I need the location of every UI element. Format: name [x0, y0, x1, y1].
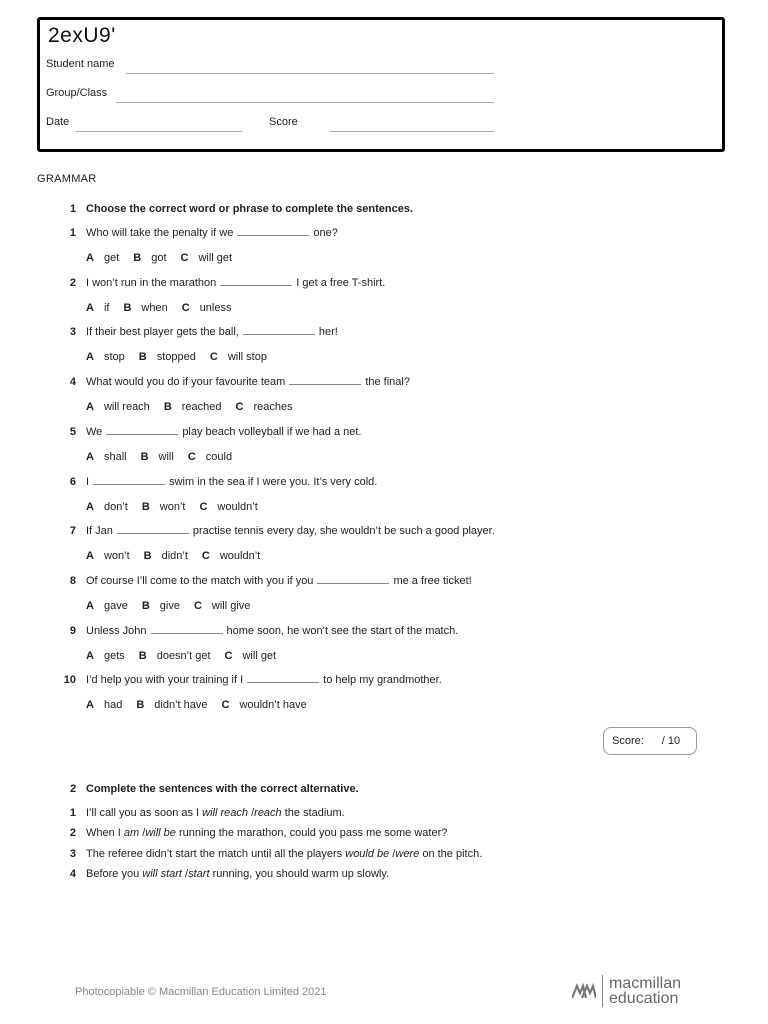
- option-letter: A: [86, 252, 94, 264]
- sentence-number: 2: [69, 827, 76, 839]
- group-class-field[interactable]: [116, 102, 494, 103]
- question-text: [86, 625, 458, 637]
- question-number: 4: [69, 376, 76, 388]
- answer-option[interactable]: [221, 699, 306, 711]
- sentence-fragment: /: [389, 848, 396, 860]
- answer-option[interactable]: [86, 501, 128, 513]
- option-text: didn’t: [161, 550, 188, 562]
- option-letter: A: [86, 351, 94, 363]
- question-text: [86, 227, 338, 239]
- question-row: [0, 476, 768, 492]
- sentence-fragment: the stadium.: [281, 807, 345, 819]
- question-row: [0, 525, 768, 541]
- question-text-before: I won’t run in the marathon: [86, 277, 217, 289]
- answer-blank[interactable]: [151, 625, 223, 634]
- option-text: will stop: [227, 351, 267, 363]
- option-text: gave: [103, 600, 128, 612]
- sentence-number: 4: [69, 868, 76, 880]
- exercise-1-instruction: Choose the correct word or phrase to complete the sentences.: [86, 203, 414, 215]
- answer-option[interactable]: [188, 451, 232, 463]
- score-field[interactable]: [330, 131, 494, 132]
- question-text-before: Of course I’ll come to the match with you if you: [86, 575, 314, 587]
- option-letter: C: [180, 252, 189, 264]
- answer-option[interactable]: [181, 252, 233, 264]
- question-text: [86, 376, 410, 388]
- score-box-total: / 10: [661, 735, 681, 747]
- answer-option[interactable]: [182, 302, 232, 314]
- answer-option[interactable]: [139, 351, 196, 363]
- alternative-option[interactable]: will reach: [202, 807, 249, 819]
- question-text-after: practise tennis every day, she wouldn’t be such a good player.: [192, 525, 495, 537]
- question-text-after: the final?: [365, 376, 410, 388]
- option-text: wouldn’t have: [239, 699, 307, 711]
- sentence-text: [86, 827, 447, 839]
- option-letter: A: [86, 501, 94, 513]
- question-text-after: me a free ticket!: [393, 575, 472, 587]
- logo-line-1: macmillan: [609, 975, 682, 992]
- answer-option[interactable]: [142, 501, 186, 513]
- question-text: [86, 277, 385, 289]
- question-number: 6: [69, 476, 76, 488]
- option-text: doesn’t get: [156, 650, 211, 662]
- option-text: stop: [103, 351, 125, 363]
- option-letter: B: [136, 699, 145, 711]
- option-text: unless: [199, 302, 232, 314]
- option-text: if: [103, 302, 110, 314]
- question-text: [86, 674, 442, 686]
- alternative-option[interactable]: will start: [142, 868, 182, 880]
- option-text: when: [141, 302, 168, 314]
- answer-option[interactable]: [225, 650, 277, 662]
- options-row: [86, 302, 245, 318]
- question-text: [86, 476, 377, 488]
- question-text: [86, 326, 338, 338]
- option-text: will reach: [103, 401, 150, 413]
- answer-option[interactable]: [86, 302, 109, 314]
- alternative-option[interactable]: were: [395, 848, 420, 860]
- option-text: won’t: [103, 550, 130, 562]
- question-number: 1: [69, 227, 76, 239]
- options-row: [86, 401, 307, 417]
- question-text: [86, 426, 361, 438]
- answer-option[interactable]: [144, 550, 188, 562]
- answer-option[interactable]: [86, 550, 130, 562]
- sentence-fragment: running, you should warm up slowly.: [209, 868, 390, 880]
- option-letter: C: [199, 501, 208, 513]
- answer-blank[interactable]: [289, 376, 361, 385]
- options-row: [86, 351, 281, 367]
- question-row: [0, 326, 768, 342]
- question-text-after: swim in the sea if I were you. It’s very cold.: [169, 476, 378, 488]
- exercise-1-score-box: [603, 727, 697, 755]
- question-text: [86, 525, 495, 537]
- logo-line-2: education: [609, 990, 679, 1007]
- option-letter: A: [86, 600, 94, 612]
- option-letter: B: [163, 401, 172, 413]
- question-row: [0, 277, 768, 293]
- options-row: [86, 699, 321, 715]
- sentence-fragment: The referee didn’t start the match until all the players: [86, 848, 346, 860]
- option-letter: C: [201, 550, 210, 562]
- options-row: [86, 650, 290, 666]
- option-text: wouldn’t: [219, 550, 261, 562]
- options-row: [86, 252, 246, 268]
- sentence-fragment: /: [139, 827, 146, 839]
- sentence-row: [0, 848, 768, 864]
- question-row: [0, 674, 768, 690]
- option-letter: B: [141, 501, 150, 513]
- student-info-box: [37, 17, 725, 152]
- question-text-before: What would you do if your favourite team: [86, 376, 286, 388]
- sentence-fragment: /: [248, 807, 255, 819]
- date-field[interactable]: [76, 131, 242, 132]
- alternative-option[interactable]: will be: [145, 827, 176, 839]
- answer-option[interactable]: [236, 401, 293, 413]
- option-letter: C: [224, 650, 233, 662]
- question-row: [0, 575, 768, 591]
- sentence-fragment: /: [182, 868, 189, 880]
- sentence-row: [0, 827, 768, 843]
- option-text: give: [159, 600, 180, 612]
- question-text-after: to help my grandmother.: [323, 674, 442, 686]
- sentence-fragment: I’ll call you as soon as I: [86, 807, 203, 819]
- sentence-number: 3: [69, 848, 76, 860]
- group-class-label: Group/Class: [46, 87, 108, 99]
- answer-option[interactable]: [139, 650, 211, 662]
- question-number: 10: [63, 674, 76, 686]
- sentence-row: [0, 868, 768, 884]
- question-text-after: one?: [313, 227, 338, 239]
- question-text: [86, 575, 472, 587]
- answer-option[interactable]: [86, 401, 150, 413]
- answer-option[interactable]: [86, 650, 125, 662]
- answer-option[interactable]: [86, 451, 127, 463]
- answer-blank[interactable]: [247, 674, 319, 683]
- exercise-2-number: 2: [70, 783, 77, 795]
- option-letter: A: [86, 401, 94, 413]
- option-text: will get: [242, 650, 277, 662]
- question-text-before: We: [86, 426, 103, 438]
- question-number: 2: [69, 277, 76, 289]
- answer-option[interactable]: [86, 600, 128, 612]
- answer-blank[interactable]: [106, 426, 178, 435]
- alternative-option[interactable]: am: [123, 827, 140, 839]
- question-text-before: I: [86, 476, 90, 488]
- question-text-after: home soon, he won’t see the start of the match.: [226, 625, 459, 637]
- sentence-fragment: Before you: [86, 868, 143, 880]
- question-number: 7: [69, 525, 76, 537]
- option-letter: A: [86, 550, 94, 562]
- question-text-before: If their best player gets the ball,: [86, 326, 239, 338]
- alternative-option[interactable]: reach: [254, 807, 282, 819]
- answer-blank[interactable]: [117, 525, 189, 534]
- answer-option[interactable]: [142, 600, 180, 612]
- option-text: will give: [211, 600, 251, 612]
- option-text: get: [103, 252, 120, 264]
- option-letter: B: [143, 550, 152, 562]
- question-text-before: If Jan: [86, 525, 113, 537]
- option-text: had: [103, 699, 123, 711]
- option-text: stopped: [156, 351, 196, 363]
- option-text: reaches: [253, 401, 293, 413]
- answer-blank[interactable]: [317, 575, 389, 584]
- sentence-text: [86, 868, 389, 880]
- date-label: Date: [46, 116, 70, 128]
- sentence-fragment: on the pitch.: [419, 848, 483, 860]
- option-text: could: [205, 451, 233, 463]
- answer-blank[interactable]: [220, 277, 292, 286]
- question-row: [0, 625, 768, 641]
- option-letter: C: [193, 600, 202, 612]
- option-letter: B: [123, 302, 132, 314]
- sentence-row: [0, 807, 768, 823]
- option-letter: C: [187, 451, 196, 463]
- sentence-fragment: running the marathon, could you pass me some water?: [175, 827, 448, 839]
- student-name-label: Student name: [46, 58, 115, 70]
- options-row: [86, 550, 274, 566]
- logo-wordmark: [609, 976, 681, 1006]
- option-text: got: [151, 252, 167, 264]
- exercise-1-number: 1: [70, 203, 77, 215]
- option-letter: B: [133, 252, 142, 264]
- question-text-before: Unless John: [86, 625, 147, 637]
- score-box-label: Score:: [612, 735, 644, 747]
- answer-option[interactable]: [86, 699, 122, 711]
- copyright-notice: Photocopiable © Macmillan Education Limited 2021: [75, 986, 327, 998]
- sentence-number: 1: [69, 807, 76, 819]
- student-name-field[interactable]: [126, 73, 494, 74]
- question-number: 3: [69, 326, 76, 338]
- sentence-text: [86, 848, 482, 860]
- section-heading: GRAMMAR: [37, 173, 97, 185]
- answer-option[interactable]: [164, 401, 222, 413]
- question-number: 9: [69, 625, 76, 637]
- option-letter: C: [221, 699, 230, 711]
- answer-blank[interactable]: [93, 476, 165, 485]
- sentence-text: [86, 807, 345, 819]
- option-letter: B: [138, 650, 147, 662]
- option-letter: A: [86, 302, 94, 314]
- answer-option[interactable]: [210, 351, 267, 363]
- option-letter: B: [141, 600, 150, 612]
- question-row: [0, 376, 768, 392]
- option-text: shall: [103, 451, 127, 463]
- score-label: Score: [269, 116, 298, 128]
- question-text-after: her!: [318, 326, 338, 338]
- option-text: wouldn’t: [217, 501, 258, 513]
- document-code: 2exU9': [48, 24, 116, 47]
- option-text: will: [158, 451, 174, 463]
- answer-option[interactable]: [133, 252, 166, 264]
- question-number: 8: [69, 575, 76, 587]
- answer-option[interactable]: [202, 550, 260, 562]
- question-text-before: I’d help you with your training if I: [86, 674, 244, 686]
- option-text: won’t: [159, 501, 186, 513]
- answer-blank[interactable]: [243, 326, 315, 335]
- answer-option[interactable]: [86, 252, 119, 264]
- option-letter: B: [140, 451, 149, 463]
- option-text: reached: [181, 401, 222, 413]
- logo-divider: [602, 975, 603, 1007]
- question-row: [0, 426, 768, 442]
- question-row: [0, 227, 768, 243]
- exercise-2-instruction: Complete the sentences with the correct alternative.: [86, 783, 359, 795]
- option-letter: C: [209, 351, 218, 363]
- option-letter: B: [138, 351, 147, 363]
- answer-option[interactable]: [86, 351, 125, 363]
- answer-option[interactable]: [141, 451, 174, 463]
- macmillan-logo-icon: [572, 982, 596, 1000]
- option-letter: A: [86, 699, 94, 711]
- answer-option[interactable]: [199, 501, 257, 513]
- macmillan-logo: [572, 975, 681, 1007]
- options-row: [86, 451, 246, 467]
- question-text-after: play beach volleyball if we had a net.: [182, 426, 362, 438]
- answer-option[interactable]: [123, 302, 167, 314]
- option-letter: C: [235, 401, 244, 413]
- alternative-option[interactable]: start: [188, 868, 210, 880]
- option-letter: A: [86, 650, 94, 662]
- alternative-option[interactable]: would be: [345, 848, 390, 860]
- answer-blank[interactable]: [237, 227, 309, 236]
- options-row: [86, 501, 272, 517]
- option-text: don’t: [103, 501, 128, 513]
- option-letter: A: [86, 451, 94, 463]
- question-text-after: I get a free T-shirt.: [296, 277, 386, 289]
- option-letter: C: [181, 302, 190, 314]
- question-text-before: Who will take the penalty if we: [86, 227, 234, 239]
- option-text: didn’t have: [154, 699, 208, 711]
- question-number: 5: [69, 426, 76, 438]
- option-text: will get: [198, 252, 233, 264]
- answer-option[interactable]: [194, 600, 250, 612]
- sentence-fragment: When I: [86, 827, 124, 839]
- option-text: gets: [103, 650, 125, 662]
- answer-option[interactable]: [136, 699, 207, 711]
- options-row: [86, 600, 264, 616]
